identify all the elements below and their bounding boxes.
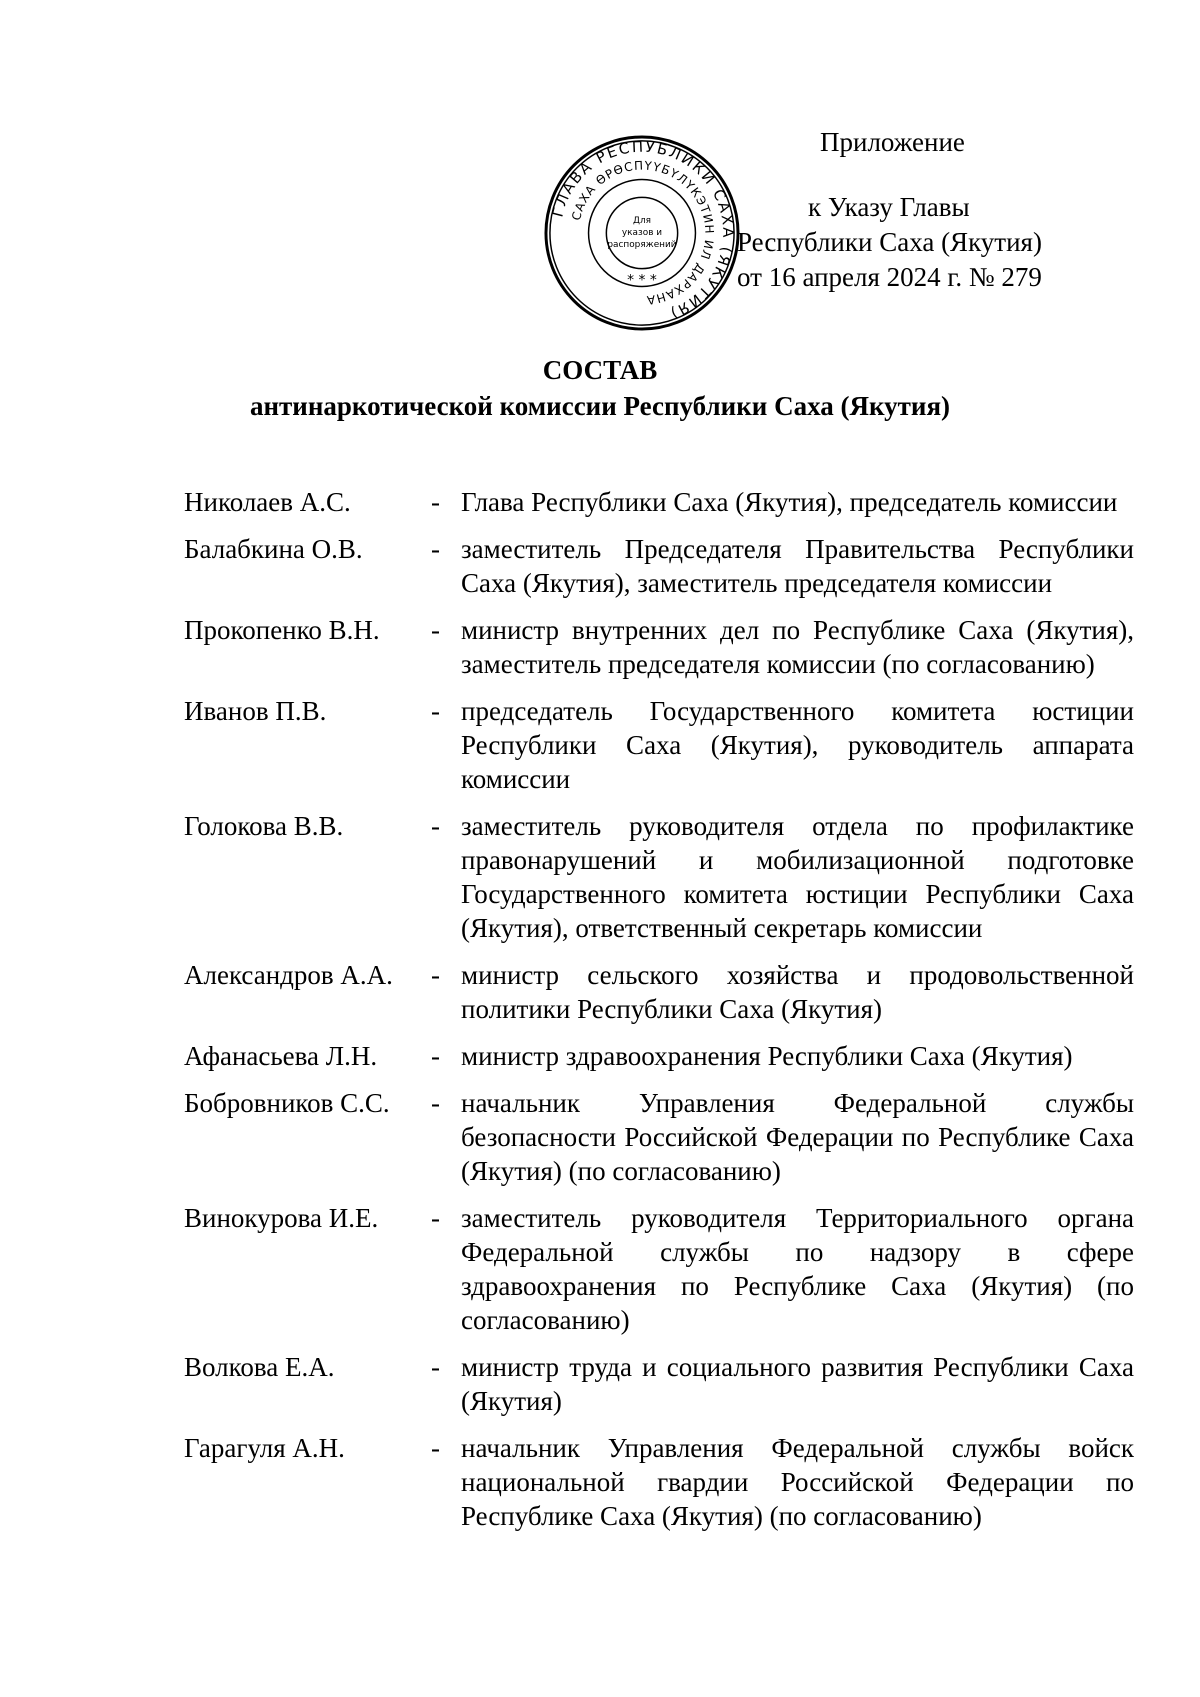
member-dash: - (431, 1088, 440, 1118)
document-heading (0, 352, 1200, 424)
member-name: Голокова В.В. (184, 811, 344, 841)
member-name: Волкова Е.А. (184, 1352, 335, 1382)
member-row (184, 1350, 1134, 1418)
member-name: Иванов П.В. (184, 696, 327, 726)
member-name: Гарагуля А.Н. (184, 1433, 345, 1463)
member-row (184, 809, 1134, 945)
member-dash: - (431, 1433, 440, 1463)
member-row (184, 1201, 1134, 1337)
member-role: министр здравоохранения Республики Саха (Якутия) (461, 1041, 1073, 1071)
member-dash: - (431, 696, 440, 726)
stamp-center-line2: указов и (621, 227, 663, 238)
official-seal-stamp (543, 134, 741, 332)
member-role: заместитель руководителя отдела по профилактике правонарушений и мобилизационной подготовке Государственного комитета юстиции Республики Саха (Якутия), ответственный секретарь комиссии (461, 811, 1134, 943)
member-role: министр внутренних дел по Республике Саха (Якутия), заместитель председателя комиссии (по согласованию) (461, 615, 1134, 679)
member-name: Афанасьева Л.Н. (184, 1041, 378, 1071)
stamp-inner-text: САХА ӨРӨСПҮҮБҮЛҮКЭТИН ИЛ ДАРХАНА (568, 158, 717, 308)
member-dash: - (431, 1041, 440, 1071)
appendix-title: Приложение (820, 127, 965, 157)
member-role: министр труда и социального развития Республики Саха (Якутия) (461, 1352, 1134, 1416)
member-row (184, 532, 1134, 600)
member-name: Прокопенко В.Н. (184, 615, 380, 645)
member-role: Глава Республики Саха (Якутия), председатель комиссии (461, 487, 1118, 517)
heading-subtitle: антинаркотической комиссии Республики Саха (Якутия) (249, 391, 951, 421)
stamp-stars: * * * (627, 272, 657, 289)
members-list (184, 485, 1134, 1546)
member-row (184, 1086, 1134, 1188)
member-row (184, 485, 1134, 519)
member-role: начальник Управления Федеральной службы безопасности Российской Федерации по Республике Саха (Якутия) (по согласованию) (461, 1088, 1134, 1186)
heading-title: СОСТАВ (542, 355, 658, 385)
member-name: Александров А.А. (184, 960, 393, 990)
member-name: Винокурова И.Е. (184, 1203, 379, 1233)
member-row (184, 694, 1134, 796)
member-role: министр сельского хозяйства и продовольственной политики Республики Саха (Якутия) (461, 960, 1134, 1024)
member-dash: - (431, 615, 440, 645)
member-name: Николаев А.С. (184, 487, 351, 517)
member-dash: - (431, 1352, 440, 1382)
stamp-center-line3: распоряжений (607, 239, 677, 250)
member-row (184, 1431, 1134, 1533)
member-role: заместитель Председателя Правительства Республики Саха (Якутия), заместитель председателя комиссии (461, 534, 1134, 598)
member-role: начальник Управления Федеральной службы войск национальной гвардии Российской Федерации по Республике Саха (Якутия) (по согласованию) (461, 1433, 1134, 1531)
member-role: председатель Государственного комитета юстиции Республики Саха (Якутия), руководитель аппарата комиссии (461, 696, 1134, 794)
appendix-line-1: к Указу Главы (808, 192, 970, 222)
stamp-center-line1: Для (632, 216, 652, 227)
member-row (184, 1039, 1134, 1073)
member-dash: - (431, 487, 440, 517)
appendix-line-2: Республики Саха (Якутия) (737, 227, 1042, 257)
member-name: Бобровников С.С. (184, 1088, 390, 1118)
member-name: Балабкина О.В. (184, 534, 363, 564)
member-dash: - (431, 534, 440, 564)
member-row (184, 958, 1134, 1026)
member-row (184, 613, 1134, 681)
member-role: заместитель руководителя Территориального органа Федеральной службы по надзору в сфере здравоохранения по Республике Саха (Якутия) (по согласованию) (461, 1203, 1134, 1335)
stamp-outer-text: ГЛАВА РЕСПУБЛИКИ САХА (ЯКУТИЯ) (548, 137, 738, 324)
member-dash: - (431, 1203, 440, 1233)
appendix-line-3: от 16 апреля 2024 г. № 279 (737, 262, 1042, 292)
member-dash: - (431, 960, 440, 990)
member-dash: - (431, 811, 440, 841)
